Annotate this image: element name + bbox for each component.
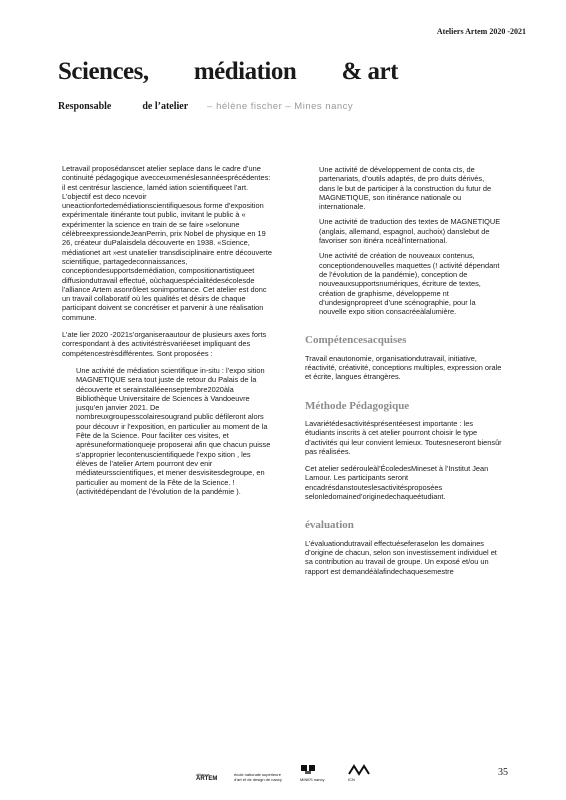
subtitle bbox=[58, 101, 353, 112]
bullet-text-traduction: Une activité de traduction des textes de MAGNETIQUE (anglais, allemand, espagnol, auchoix) danslebut de favoriser son itinéra nceàl’international. bbox=[319, 217, 501, 246]
competences-heading: Compétencesacquises bbox=[305, 334, 407, 347]
mines-nancy-logo: MINES nancy bbox=[300, 764, 324, 782]
left-column bbox=[62, 164, 272, 502]
organisation-paragraph: L’ate lier 2020 -2021s’organiseraautour de plusieurs axes forts correspondant à des activitéstrèsvariéeset impliquant des compétencestrèsdifférentes. Sont proposées : bbox=[62, 330, 267, 358]
competences-text: Travail enautonomie, organisationdutravail, initiative, réactivité, créativité, conceptions multiples, expression orale et écrite, langues étrangères. bbox=[305, 353, 502, 382]
intro-paragraph: Letravail proposédanscet atelier seplace dans le cadre d’une continuité pédagogique avecceuxmenéslesannéesprécédentes: il est centrésur lascience, laméd iation scientifiqueet l’art. L’objectif est deco ncevoir uneactionfortedemédiationscientifiquesous forme d’exposition expérimentale itinérante tout public, invitant le public à « expérimenter la science en train de se faire »selonune célèbreexpressiondeJeanPerrin, prix Nobel de physique en 19 26, créateur duPalaisdela découverte en 1938. «Science, médiationet art »est unatelier transdisciplinaire entre découverte scientifique, partagedeconnaissances, conceptiondesupportsdemédiation, compositionartistiqueet diffusiondutravail effectué, oùchaquespécialitédesécolesde l’alliance Artem asonrôleet sonimportance. Cet atelier est donc un travail collaboratif où les qualités et désirs de chaque participant doivent se concrétiser et parvenir à une réalisation commune. bbox=[62, 164, 272, 322]
bullet-text-mediation: Une activité de médiation scientifique in-situ : l’expo sition MAGNETIQUE sera tout juste de retour du Palais de la découverte et serainstalléeenseptembre2020àla Bibliothèque Universitaire de Sciences à Vandoeuvre jusqu’en janvier 2021. De nombreuxgroupesscolairesougrand public défileront alors pour découvr ir l’exposition, en particulier au moment de la Fête de la Science. Pour faciliter ces visites, et aprèsuneformationqueje proposerai afin que chacun puisse s’approprier lecontenuscientifiquede l’expo sition , les élèves de l’atelier Artem pourront dev enir médiateursscientifiques, et mener desvisitesdegroupe, en particulier au moment de la Fête de la Science. ! (activitédépendant de l’évolution de la pandémie ). bbox=[76, 365, 271, 496]
bullet-icon bbox=[305, 217, 319, 245]
bullet-icon bbox=[305, 165, 319, 211]
mines-emblem-icon bbox=[300, 764, 320, 776]
title-word-art: & art bbox=[341, 58, 398, 85]
bullet-text-developpement: Une activité de développement de conta cts, de partenariats, d’outils adaptés, de pro duits dérivés, dans le but de participer à la construction du futur de MAGNETIQUE, son itinérance nationale ou internationale. bbox=[319, 165, 492, 212]
evaluation-heading: évaluation bbox=[305, 519, 354, 532]
bullet-text-creation: Une activité de création de nouveaux contenus, conceptiondenouvelles maquettes (! activité dépendant de l’évolution de la pandémie), conception de nouveauxsupportsnumériques, écriture de textes, création de graphisme, développeme nt d’undesignpropreet d’une scénographie, pour la nouvelle expo sition consacréeàlalumière. bbox=[319, 251, 500, 317]
list-item bbox=[62, 366, 272, 496]
methode-text-2: Cet atelier sedérouleàl’ÉcoledesMineset à l’Institut Jean Lamour. Les participants seront encadrésdanstouteslesactivitésproposées selonledomained’originedechaqueétudiant. bbox=[305, 464, 489, 502]
list-item bbox=[305, 165, 502, 211]
title-word-sciences: Sciences, bbox=[58, 58, 149, 85]
footer-logos bbox=[0, 752, 566, 782]
page-number: 35 bbox=[498, 767, 508, 778]
subtitle-names: – hélène fischer – Mines nancy bbox=[207, 101, 354, 112]
methode-heading: Méthode Pédagogique bbox=[305, 399, 410, 412]
title-word-mediation: médiation bbox=[193, 58, 297, 85]
subtitle-label-atelier: de l’atelier bbox=[142, 101, 189, 112]
evaluation-text: L’évaluationdutravail effectuéseferaselon les domaines d’origine de chacun, selon son investissement individuel et sa contribution au travail de groupe. Un exposé et/ou un rapport est demandéàlafindechaquesemestre bbox=[305, 538, 497, 576]
bullet-icon bbox=[62, 366, 76, 496]
subtitle-label-responsable: Responsable bbox=[58, 101, 112, 112]
right-column bbox=[305, 165, 502, 584]
header-running-title: Ateliers Artem 2020 -2021 bbox=[436, 27, 526, 36]
icn-emblem-icon bbox=[348, 764, 370, 776]
ensad-nancy-logo: école nationale supérieure d'art et de design de nancy bbox=[234, 772, 282, 782]
alliance-artem-logo: alliance ARTEM bbox=[196, 772, 218, 782]
list-item bbox=[305, 217, 502, 245]
icn-logo: ICN bbox=[348, 764, 370, 782]
bullet-icon bbox=[305, 251, 319, 316]
list-item bbox=[305, 251, 502, 316]
methode-text-1: Lavariétédesactivitésprésentéesest importante : les étudiants inscrits à cet atelier pourront choisir le type d’activités qui leur convient lemieux. Toutesneseront biensûr pas réalisées. bbox=[305, 418, 502, 456]
page-title bbox=[58, 58, 398, 86]
